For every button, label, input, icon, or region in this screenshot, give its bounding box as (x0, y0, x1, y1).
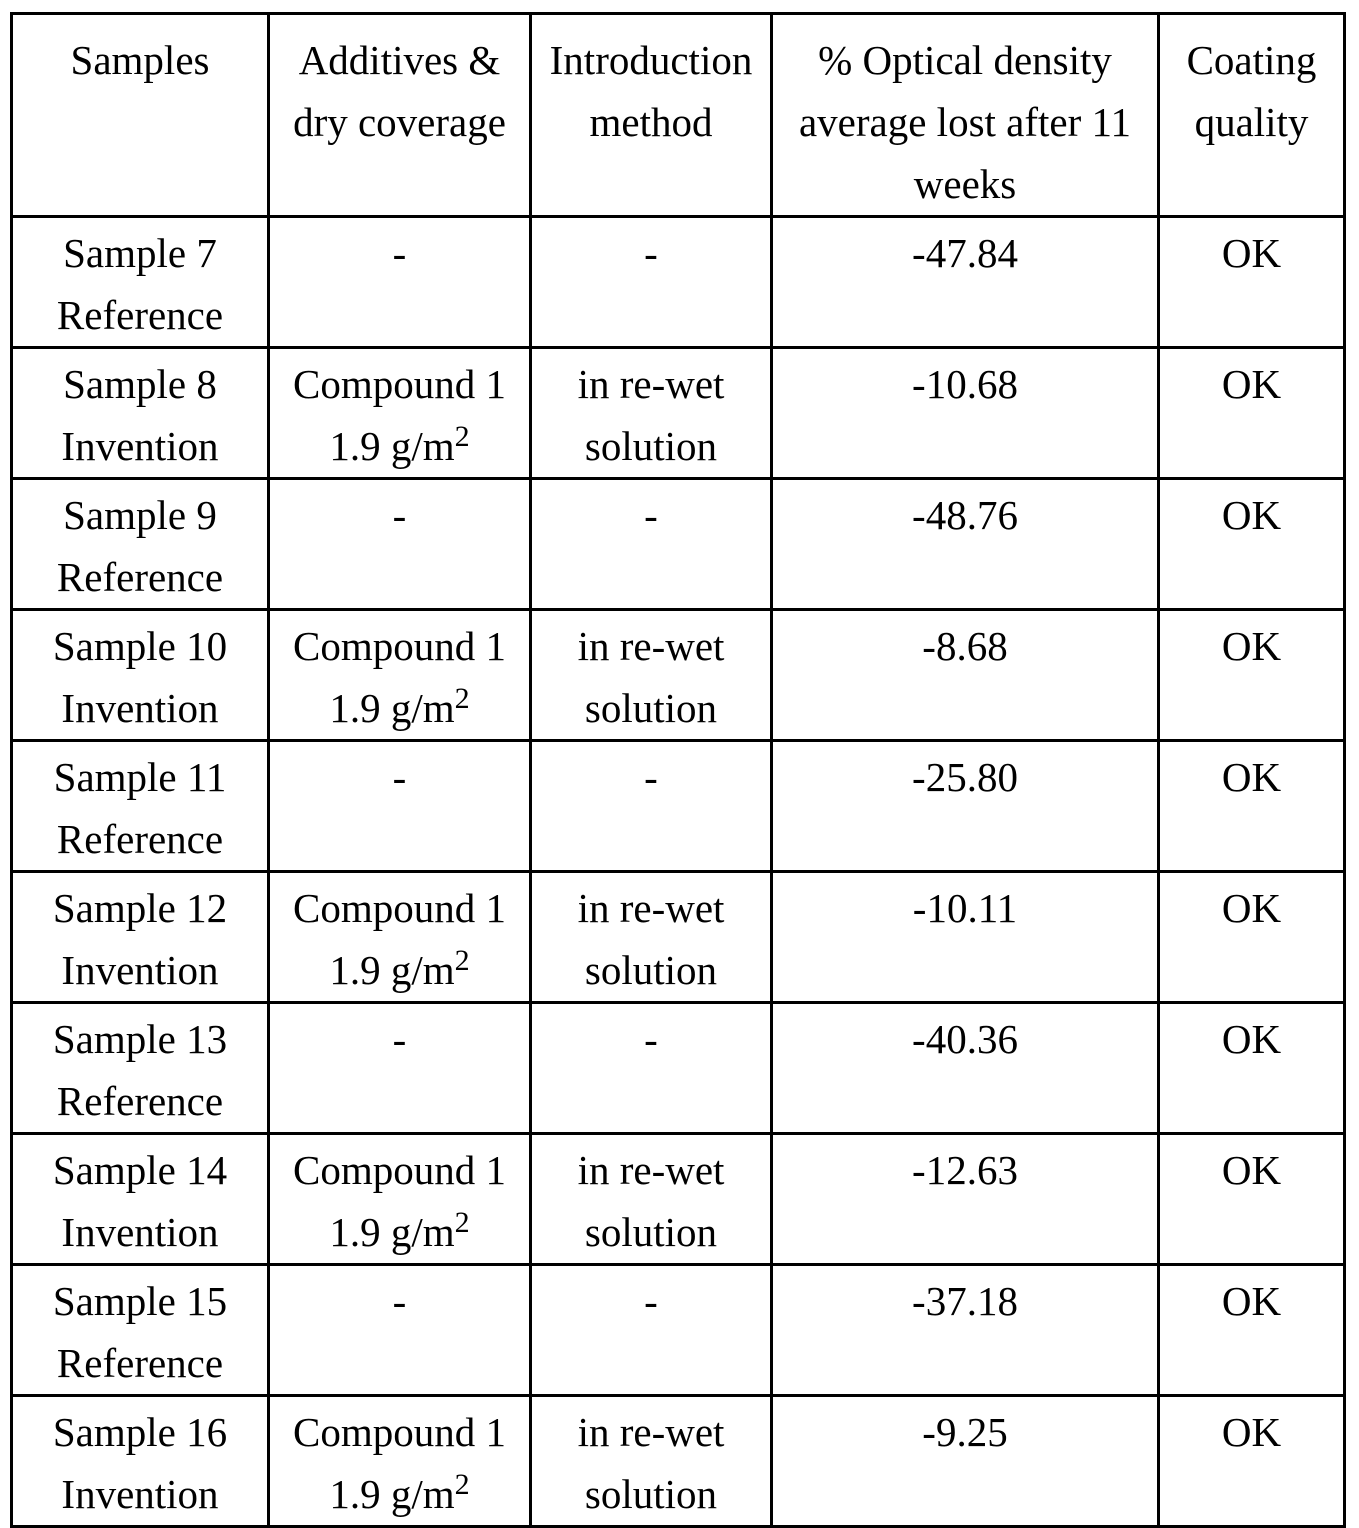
additive-cell (269, 872, 531, 1003)
method-cell (531, 479, 772, 610)
sample-cell (12, 610, 269, 741)
sample-cell (12, 1265, 269, 1396)
sample-type: Invention (61, 1209, 219, 1255)
additive-cell (269, 1003, 531, 1134)
quality-cell (1159, 1265, 1345, 1396)
quality-value: OK (1221, 1147, 1282, 1193)
method-cell (531, 1396, 772, 1527)
additive-name: - (392, 1278, 407, 1324)
quality-value: OK (1221, 492, 1282, 538)
additive-name: Compound 1 (293, 1147, 506, 1193)
density-value: -40.36 (912, 1016, 1018, 1062)
additive-name: Compound 1 (293, 1409, 506, 1455)
table-row (12, 348, 1345, 479)
sample-name: Sample 14 (52, 1147, 228, 1193)
table-row (12, 479, 1345, 610)
method-cell (531, 217, 772, 348)
method-line-2: solution (584, 1209, 718, 1255)
method-cell (531, 1134, 772, 1265)
additive-name: Compound 1 (293, 885, 506, 931)
density-value: -10.11 (912, 885, 1018, 931)
sample-type: Invention (61, 947, 219, 993)
density-value: -9.25 (922, 1409, 1008, 1455)
density-value: -48.76 (912, 492, 1018, 538)
quality-value: OK (1221, 1409, 1282, 1455)
density-cell (772, 872, 1159, 1003)
sample-name: Sample 8 (63, 361, 217, 407)
dry-coverage: 1.9 $g/m^2$ (329, 1468, 470, 1517)
sample-name: Sample 16 (52, 1409, 228, 1455)
additive-cell (269, 1265, 531, 1396)
header-row (12, 14, 1345, 217)
method-cell (531, 1003, 772, 1134)
sample-type: Reference (56, 1340, 224, 1386)
quality-cell (1159, 872, 1345, 1003)
quality-cell (1159, 741, 1345, 872)
sample-cell (12, 217, 269, 348)
method-cell (531, 741, 772, 872)
sample-name: Sample 11 (53, 754, 227, 800)
data-table (10, 12, 1346, 1528)
quality-value: OK (1221, 1278, 1282, 1324)
header-additives: Additives & dry coverage (269, 14, 531, 217)
density-cell (772, 610, 1159, 741)
table-row (12, 1396, 1345, 1527)
density-cell (772, 348, 1159, 479)
additive-cell (269, 217, 531, 348)
header-coating-quality: Coating quality (1159, 14, 1345, 217)
additive-cell (269, 741, 531, 872)
quality-value: OK (1221, 361, 1282, 407)
additive-cell (269, 348, 531, 479)
table-row (12, 1003, 1345, 1134)
table-row (12, 1134, 1345, 1265)
sample-cell (12, 872, 269, 1003)
dry-coverage: 1.9 $g/m^2$ (329, 944, 470, 993)
sample-name: Sample 7 (63, 230, 217, 276)
sample-type: Invention (61, 685, 219, 731)
additive-name: Compound 1 (293, 623, 506, 669)
sample-cell (12, 1003, 269, 1134)
method-line-1: in re-wet (577, 885, 725, 931)
sample-cell (12, 479, 269, 610)
sample-name: Sample 13 (52, 1016, 228, 1062)
sample-cell (12, 1134, 269, 1265)
sample-name: Sample 10 (52, 623, 228, 669)
sample-type: Reference (56, 1078, 224, 1124)
density-value: -12.63 (912, 1147, 1018, 1193)
additive-cell (269, 479, 531, 610)
quality-cell (1159, 348, 1345, 479)
density-value: -37.18 (912, 1278, 1018, 1324)
method-line-2: solution (584, 947, 718, 993)
quality-value: OK (1221, 623, 1282, 669)
density-cell (772, 479, 1159, 610)
quality-cell (1159, 1003, 1345, 1134)
sample-name: Sample 15 (52, 1278, 228, 1324)
sample-name: Sample 12 (52, 885, 228, 931)
method-line-2: solution (584, 423, 718, 469)
density-cell (772, 741, 1159, 872)
sample-type: Invention (61, 423, 219, 469)
density-cell (772, 1396, 1159, 1527)
sample-type: Invention (61, 1471, 219, 1517)
method-line-2: solution (584, 1471, 718, 1517)
table-row (12, 1265, 1345, 1396)
table-row (12, 217, 1345, 348)
density-value: -8.68 (922, 623, 1008, 669)
quality-value: OK (1221, 754, 1282, 800)
density-cell (772, 1003, 1159, 1134)
header-optical-density: % Optical density average lost after 11 weeks (772, 14, 1159, 217)
density-cell (772, 217, 1159, 348)
dry-coverage: 1.9 $g/m^2$ (329, 1206, 470, 1255)
method-line-1: - (644, 1278, 658, 1324)
header-introduction-method: Introduction method (531, 14, 772, 217)
header-samples: Samples (12, 14, 269, 217)
additive-cell (269, 610, 531, 741)
method-cell (531, 610, 772, 741)
method-line-1: - (644, 754, 658, 800)
sample-type: Reference (56, 816, 224, 862)
additive-name: - (392, 1016, 407, 1062)
additive-name: - (392, 230, 407, 276)
method-cell (531, 1265, 772, 1396)
method-line-2: solution (584, 685, 718, 731)
density-cell (772, 1134, 1159, 1265)
quality-value: OK (1221, 230, 1282, 276)
quality-cell (1159, 1396, 1345, 1527)
quality-value: OK (1221, 885, 1282, 931)
method-line-1: - (644, 1016, 658, 1062)
method-line-1: in re-wet (577, 361, 725, 407)
quality-cell (1159, 217, 1345, 348)
table-body (12, 217, 1345, 1527)
method-line-1: in re-wet (577, 1409, 725, 1455)
method-line-1: - (644, 492, 658, 538)
additive-cell (269, 1134, 531, 1265)
quality-cell (1159, 1134, 1345, 1265)
sample-cell (12, 348, 269, 479)
method-cell (531, 348, 772, 479)
sample-type: Reference (56, 554, 224, 600)
additive-name: Compound 1 (293, 361, 506, 407)
method-line-1: - (644, 230, 658, 276)
quality-cell (1159, 479, 1345, 610)
method-cell (531, 872, 772, 1003)
dry-coverage: 1.9 $g/m^2$ (329, 682, 470, 731)
dry-coverage: 1.9 $g/m^2$ (329, 420, 470, 469)
method-line-1: in re-wet (577, 623, 725, 669)
table-row (12, 610, 1345, 741)
table-header (12, 14, 1345, 217)
density-value: -10.68 (912, 361, 1018, 407)
density-value: -47.84 (912, 230, 1018, 276)
quality-cell (1159, 610, 1345, 741)
method-line-1: in re-wet (577, 1147, 725, 1193)
sample-type: Reference (56, 292, 224, 338)
additive-name: - (392, 492, 407, 538)
table-row (12, 741, 1345, 872)
table-row (12, 872, 1345, 1003)
sample-cell (12, 1396, 269, 1527)
additive-cell (269, 1396, 531, 1527)
quality-value: OK (1221, 1016, 1282, 1062)
density-cell (772, 1265, 1159, 1396)
additive-name: - (392, 754, 407, 800)
density-value: -25.80 (912, 754, 1018, 800)
sample-cell (12, 741, 269, 872)
sample-name: Sample 9 (63, 492, 217, 538)
